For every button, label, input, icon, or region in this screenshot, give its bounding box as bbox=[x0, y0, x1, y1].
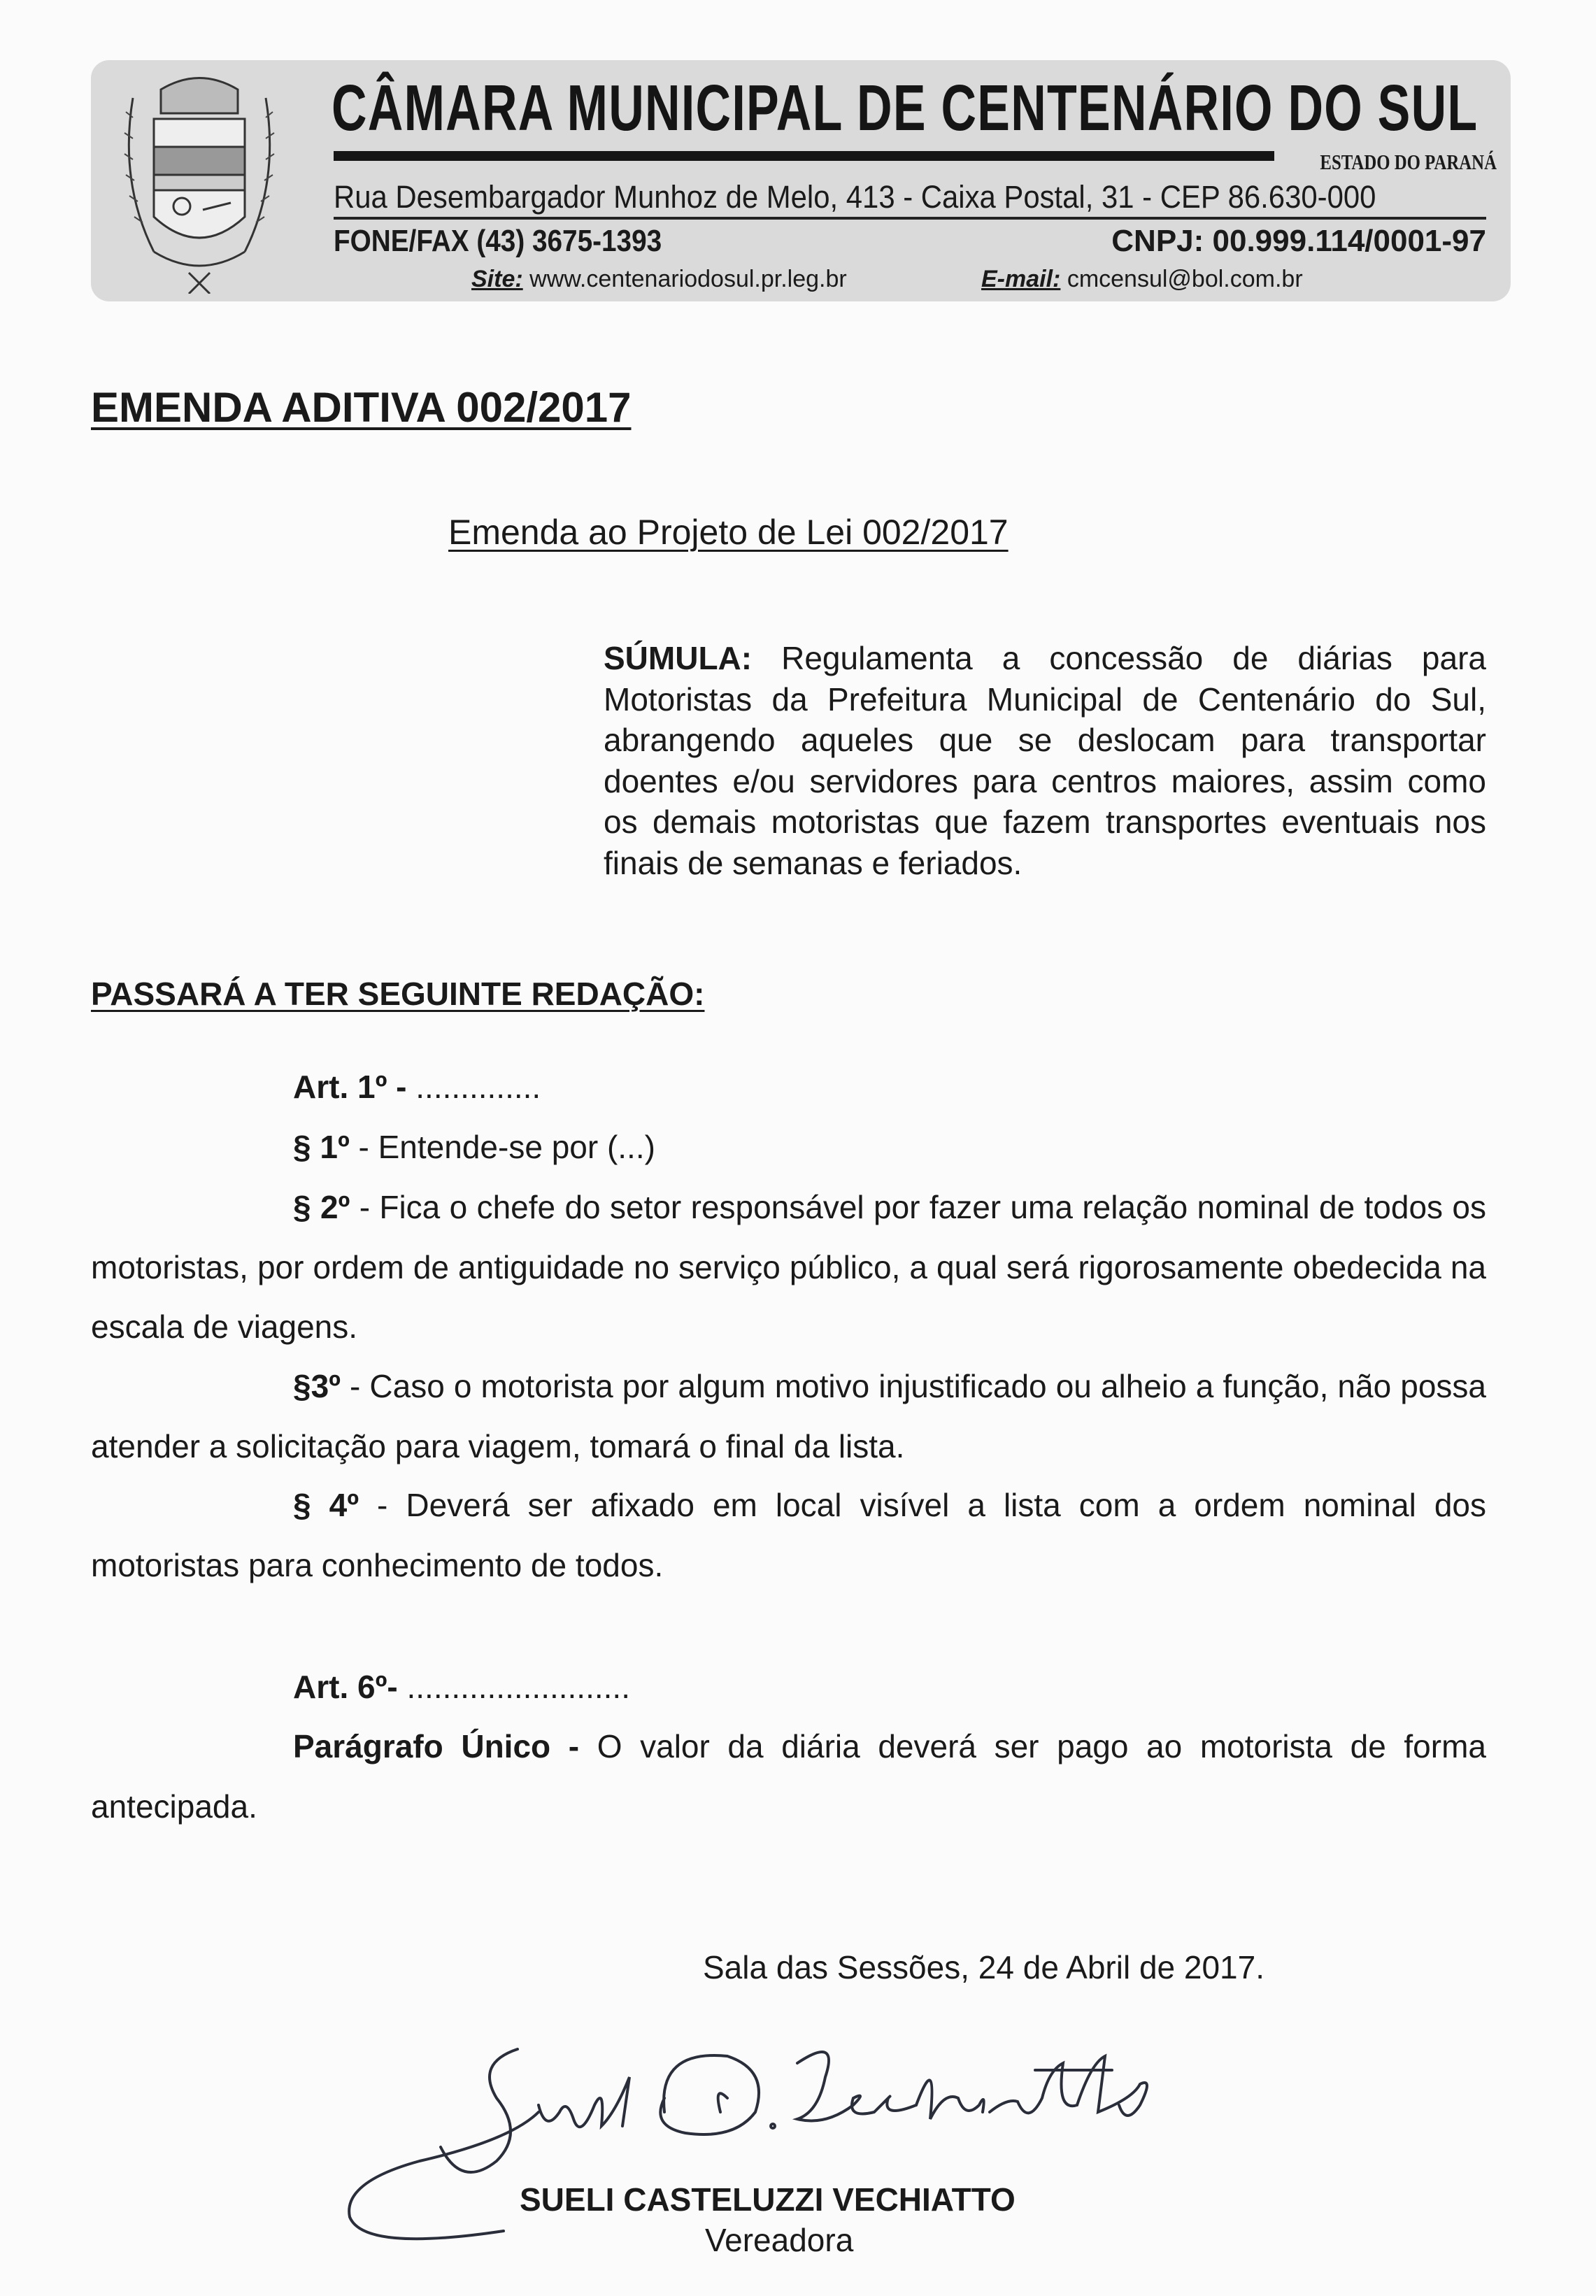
site-label: Site: bbox=[471, 266, 523, 292]
address-rule bbox=[334, 217, 1486, 220]
paragraph-text: - Deverá ser afixado em local visível a lista com a ordem nominal dos motoristas para conhecimento de todos. bbox=[91, 1487, 1486, 1583]
article-text: ......................... bbox=[397, 1669, 630, 1705]
article-label: Art. 1º - bbox=[293, 1069, 407, 1105]
signer-role: Vereadora bbox=[705, 2222, 854, 2258]
institution-title: CÂMARA MUNICIPAL DE CENTENÁRIO DO SUL bbox=[332, 71, 1479, 144]
state-label: ESTADO DO PARANÁ bbox=[1320, 150, 1497, 174]
article-1 bbox=[91, 1057, 1486, 1118]
sumula-label: SÚMULA: bbox=[604, 640, 753, 676]
paragraph-4 bbox=[91, 1476, 1486, 1595]
paragraph-label: Parágrafo Único - bbox=[293, 1728, 580, 1764]
place-date: Sala das Sessões, 24 de Abril de 2017. bbox=[703, 1949, 1265, 1985]
email-link[interactable]: cmcensul@bol.com.br bbox=[1067, 266, 1303, 292]
email-label: E-mail: bbox=[981, 266, 1061, 292]
paragraph-1 bbox=[91, 1118, 1486, 1178]
article-6 bbox=[91, 1657, 1486, 1718]
paragraph-3 bbox=[91, 1357, 1486, 1476]
signer-name: SUELI CASTELUZZI VECHIATTO bbox=[520, 2181, 1016, 2218]
section-heading: PASSARÁ A TER SEGUINTE REDAÇÃO: bbox=[91, 976, 705, 1012]
municipal-coat-of-arms-icon bbox=[112, 70, 287, 294]
sumula-text: Regulamenta a concessão de diárias para Motoristas da Prefeitura Municipal de Centenário do Sul, abrangendo aqueles que se deslocam para transportar doentes e/ou servidores para centros maiores, assim como os demais motoristas que fazem transportes eventuais nos finais de semanas e feriados. bbox=[604, 640, 1486, 881]
paragraph-2 bbox=[91, 1178, 1486, 1357]
paragraph-text: - Fica o chefe do setor responsável por fazer uma relação nominal de todos os motoristas, por ordem de antiguidade no serviço público, a qual será rigorosamente obedecida na escala de viagens. bbox=[91, 1189, 1486, 1345]
email-line bbox=[981, 266, 1303, 293]
site-link[interactable]: www.centenariodosul.pr.leg.br bbox=[529, 266, 847, 292]
paragraph-text: - Entende-se por (...) bbox=[349, 1129, 655, 1165]
cnpj: CNPJ: 00.999.114/0001-97 bbox=[1111, 224, 1486, 258]
document-subtitle: Emenda ao Projeto de Lei 002/2017 bbox=[448, 513, 1009, 552]
paragraph-label: § 1º bbox=[293, 1129, 350, 1165]
article-text: .............. bbox=[406, 1069, 541, 1105]
document-title: EMENDA ADITIVA 002/2017 bbox=[91, 384, 632, 431]
site-line bbox=[471, 266, 847, 293]
sumula bbox=[604, 638, 1486, 883]
paragraph-text: O valor da diária deverá ser pago ao motorista de forma antecipada. bbox=[91, 1728, 1486, 1825]
paragraph-label: §3º bbox=[293, 1368, 341, 1404]
article-label: Art. 6º- bbox=[293, 1669, 398, 1705]
paragraph-text: - Caso o motorista por algum motivo injustificado ou alheio a função, não possa atender a solicitação para viagem, tomará o final da lista. bbox=[91, 1368, 1486, 1464]
paragraph-label: § 2º bbox=[293, 1189, 350, 1225]
phone-fax: FONE/FAX (43) 3675-1393 bbox=[334, 224, 662, 258]
address: Rua Desembargador Munhoz de Melo, 413 - Caixa Postal, 31 - CEP 86.630-000 bbox=[334, 179, 1376, 215]
paragraph-unico bbox=[91, 1717, 1486, 1837]
paragraph-label: § 4º bbox=[293, 1487, 359, 1523]
title-rule bbox=[334, 151, 1274, 161]
